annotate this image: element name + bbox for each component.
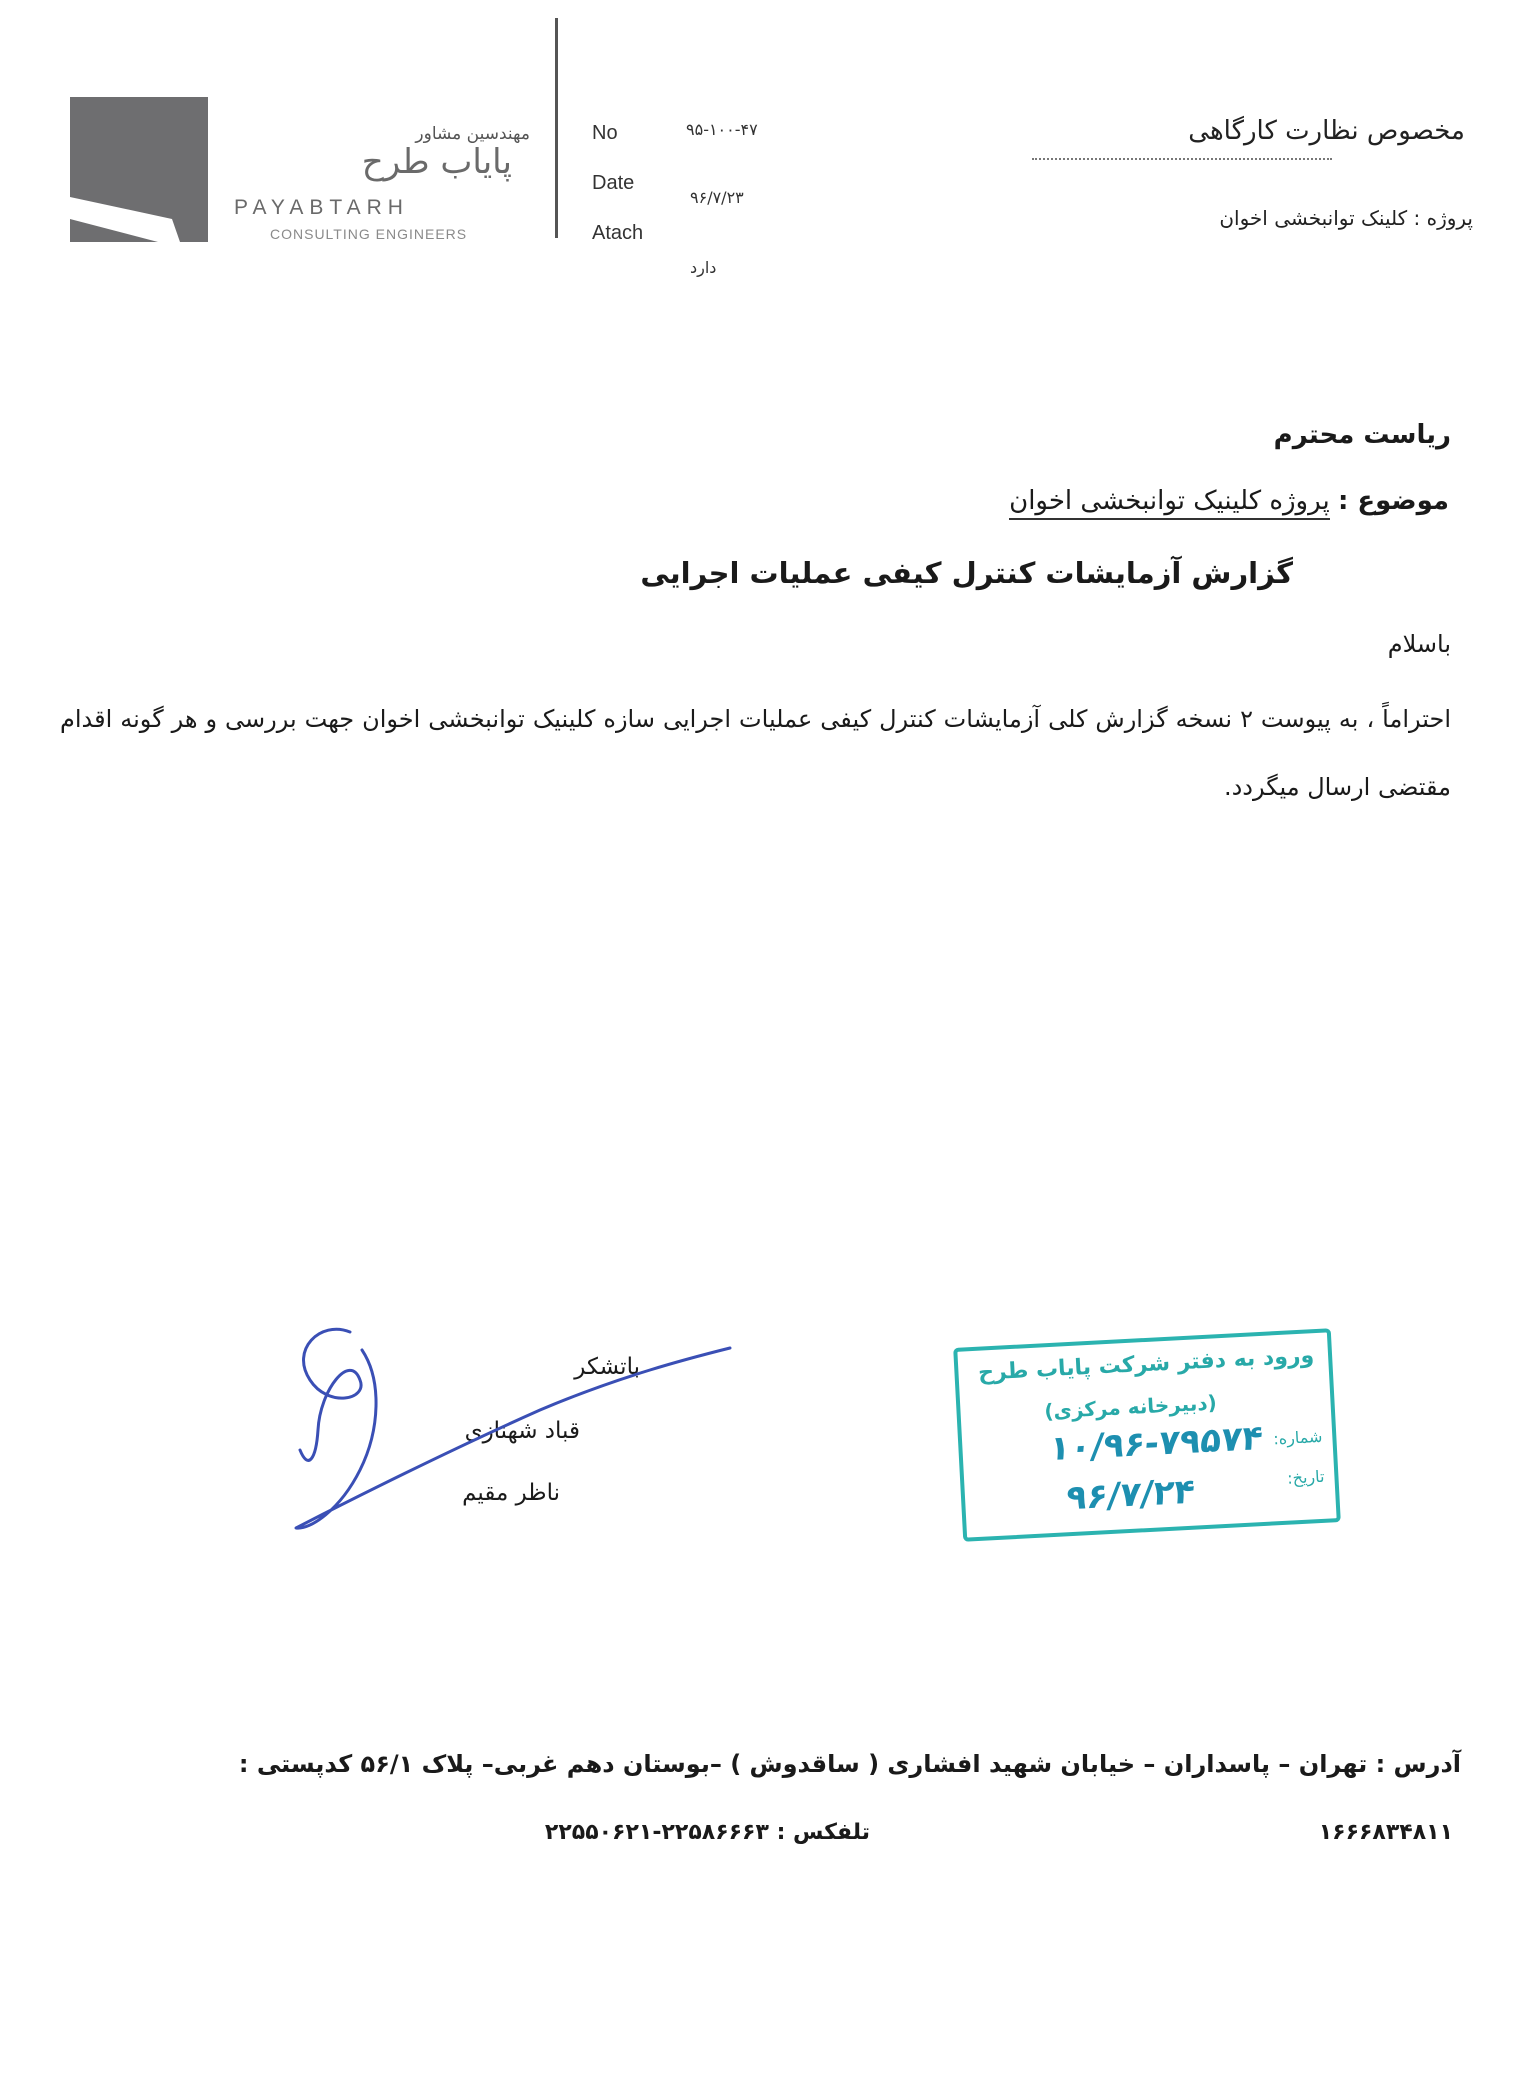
report-title: گزارش آزمایشات کنترل کیفی عملیات اجرایی [640, 556, 1293, 590]
subject-row [749, 486, 1449, 516]
stamp-number-label: شماره: [1272, 1426, 1323, 1449]
supervision-title: مخصوص نظارت کارگاهی [1188, 116, 1465, 146]
signature-role: ناظر مقیم [462, 1480, 560, 1506]
company-logo-mark [70, 97, 208, 242]
meta-attach-value: دارد [690, 258, 717, 277]
logo-name-fa: پایاب طرح [361, 142, 512, 182]
subject-value: پروژه کلینیک توانبخشی اخوان [1009, 486, 1330, 520]
handwritten-signature [290, 1320, 740, 1540]
logo-tagline: مهندسین مشاور [415, 124, 530, 144]
stamp-subtitle: (دبیرخانه مرکزی) [1043, 1390, 1218, 1424]
stamp-date: ۹۶/۷/۲۴ [1064, 1471, 1197, 1519]
meta-no-value: ۹۵-۱۰۰-۴۷ [686, 120, 758, 139]
received-stamp [953, 1328, 1341, 1542]
stamp-title: ورود به دفتر شرکت پایاب طرح [977, 1343, 1315, 1386]
footer-postal-code: ۱۶۶۶۸۳۴۸۱۱ [1318, 1820, 1453, 1845]
footer-telefax: تلفکس : ۲۲۵۸۶۶۶۳-۲۲۵۵۰۶۲۱ [544, 1820, 870, 1845]
supervision-dotted-line [1032, 158, 1332, 160]
header-divider [555, 18, 558, 238]
stamp-date-label: تاریخ: [1286, 1466, 1325, 1488]
meta-no-label: No [592, 122, 618, 144]
stamp-number: ۱۰/۹۶-۷۹۵۷۴ [1047, 1417, 1265, 1470]
recipient: ریاست محترم [1273, 420, 1451, 450]
logo-subtitle-en: CONSULTING ENGINEERS [270, 226, 468, 242]
meta-attach-label: Atach [592, 222, 644, 244]
signature-name: قباد شهنازی [464, 1418, 580, 1444]
footer-address: آدرس : تهران – پاسداران – خیابان شهید افشاری ( ساقدوش ) –بوستان دهم غربی– پلاک ۵۶/۱ کدپستی : [238, 1750, 1461, 1778]
meta-date-label: Date [592, 172, 635, 194]
body-paragraph: احتراماً ، به پیوست ۲ نسخه گزارش کلی آزمایشات کنترل کیفی عملیات اجرایی سازه کلینیک توانبخشی اخوان جهت بررسی و هر گونه اقدام مقتضی ارسال میگردد. [60, 705, 1451, 801]
greeting: باسلام [1387, 630, 1451, 658]
logo-name-en: PAYABTARH [234, 196, 409, 219]
signature-thanks: باتشکر [574, 1354, 640, 1380]
project-line: پروژه : کلینک توانبخشی اخوان [1219, 206, 1473, 230]
subject-label: موضوع : [1337, 486, 1449, 516]
meta-date-value: ۹۶/۷/۲۳ [690, 188, 744, 207]
